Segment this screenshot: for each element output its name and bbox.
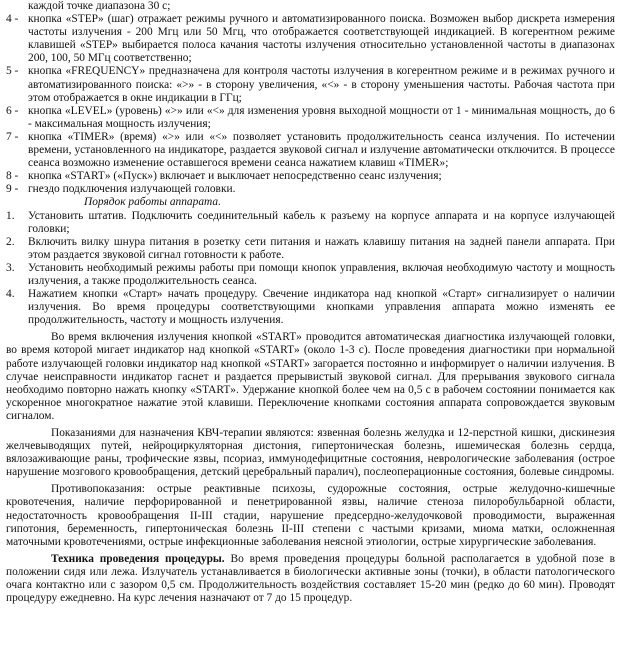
step-text: Установить необходимый режимы работы при помощи кнопок управления, включая необходимую частоту и мощность излучения, а также продолжительность сеанса. bbox=[28, 261, 615, 287]
step-text: Нажатием кнопки «Старт» начать процедуру. Свечение индикатора над кнопкой «Старт» сигнализирует о наличии излучения. Во время процедуры соответствующими кнопками управления аппарата можно изменять ее продолжительность, частоту и мощность излучения. bbox=[28, 288, 615, 327]
item-text: кнопка «START» («Пуск») включает и выключает непосредственно сеанс излучения; bbox=[28, 170, 442, 183]
procedure-steps bbox=[6, 210, 615, 328]
step-number: 1. bbox=[6, 209, 15, 222]
list-item bbox=[6, 210, 615, 236]
step-number: 2. bbox=[6, 235, 15, 248]
indications-paragraph: Показаниями для назначения КВЧ-терапии являются: язвенная болезнь желудка и 12-перстной кишки, дискинезия желчевыводящих путей, нейроциркуляторная дистония, гипертоническая болезнь, ишемическая болезнь сердца, вялозаживающие раны, трофические язвы, псориаз, иммунодефицитные состояния, неврологические заболевания (острое нарушение мозгового кровообращения, детский церебральный паралич), послеоперационные состояния, болевые синдромы. bbox=[6, 427, 615, 479]
top-line: каждой точке диапазона 30 с; bbox=[28, 0, 171, 12]
technique-title: Техника проведения процедуры. bbox=[51, 552, 225, 565]
item-number: 6 - bbox=[6, 104, 19, 117]
item-number: 7 - bbox=[6, 130, 19, 143]
item-number: 4 - bbox=[6, 13, 19, 26]
step-text: Установить штатив. Подключить соединительный кабель к разъему на корпусе аппарата и на корпусе излучающей головки; bbox=[28, 209, 615, 235]
item-text: кнопка «STEP» (шаг) отражает режимы ручного и автоматизированного поиска. Возможен выбор дискрета измерения частоты излучения - 200 Мгц или 50 Мгц, что отображается соответствующей индикацией. В когерентном режиме клавишей «STEP» выбирается полоса качания частоты излучения относительно установленной частоты в диапазонах 200, 100, 50 МГц соответственно; bbox=[28, 13, 615, 65]
item-number: 9 - bbox=[6, 183, 19, 196]
technique-text: Во время проведения процедуры больной располагается в удобной позе в положении сидя или лежа. Излучатель устанавливается в биологически активные зоны (точки), в области патологического очага контактно или с зазором 0,5 см. Продолжительность воздействия составляет 15-20 мин (редко до 60 мин). Проводят процедуру ежедневно. На курс лечения назначают от 7 до 15 процедур. bbox=[6, 552, 615, 605]
procedure-heading: Порядок работы аппарата. bbox=[84, 196, 221, 209]
step-number: 4. bbox=[6, 288, 15, 301]
list-item bbox=[6, 262, 615, 288]
technique-paragraph bbox=[6, 553, 615, 605]
list-item bbox=[6, 65, 615, 104]
list-item bbox=[6, 236, 615, 262]
list-item bbox=[6, 183, 615, 196]
list-item bbox=[6, 170, 615, 183]
item-number: 5 - bbox=[6, 65, 19, 78]
contraindications-paragraph: Противопоказания: острые реактивные психозы, судорожные состояния, острые желудочно-кишечные кровотечения, наличие перфорированной и пенетрированной язвы, наличие стеноза пилоробульбарной области, недостаточность кровообращения II-III стадии, нарушение предсердно-желудочковой проводимости, выраженная гипотония, беременность, гипертоническая болезнь II-III степени с частыми кризами, миома матки, осложненная маточными кровотечениями, острые инфекционные заболевания неясной этиологии, острые хирургические заболевания. bbox=[6, 483, 615, 548]
list-item bbox=[6, 13, 615, 65]
list-item bbox=[6, 105, 615, 131]
step-text: Включить вилку шнура питания в розетку сети питания и нажать клавишу питания на задней панели аппарата. При этом раздается звуковой сигнал готовности к работе. bbox=[28, 235, 615, 261]
step-number: 3. bbox=[6, 261, 15, 274]
item-text: кнопка «TIMER» (время) «>» или «<» позволяет установить продолжительность сеанса излучения. По истечении времени, установленного на индикаторе, раздается звуковой сигнал и излучение автоматически отключится. В процессе сеанса возможно изменение оставшегося времени сеанса нажатием клавиш «TIMER»; bbox=[28, 130, 615, 170]
item-text: кнопка «LEVEL» (уровень) «>» или «<» для изменения уровня выходной мощности от 1 - минимальная мощность, до 6 - максимальная мощность излучения; bbox=[28, 104, 615, 130]
list-item bbox=[6, 288, 615, 327]
diagnostics-paragraph: Во время включения излучения кнопкой «START» проводится автоматическая диагностика излучающей головки, во время которой мигает индикатор над кнопкой «START» (около 1-3 с). После проведения диагностики при нормальной работе излучающей головки индикатор над кнопкой «START» загорается постоянно и информирует о наличии излучения. В случае неисправности индикатор гаснет и раздается прерывистый звуковой сигнал. Для прерывания звукового сигнала необходимо повторно нажать кнопку «START». Удержание кнопкой более чем на 0,5 с в рабочем состоянии понимается как ускоренное многократное нажатие этой клавиши. Переключение кнопками состояния аппарата сопровождается звуковым сигналом. bbox=[6, 331, 615, 422]
item-text: кнопка «FREQUENCY» предназначена для контроля частоты излучения в когерентном режиме и в режимах ручного и автоматизированного поиска: «>» - в сторону увеличения, «<» - в сторону уменьшения частоты. Рабочая частота при этом отображается в окне индикации в ГГц; bbox=[28, 65, 615, 104]
controls-list bbox=[6, 13, 615, 196]
list-item bbox=[6, 131, 615, 170]
item-text: гнездо подключения излучающей головки. bbox=[28, 183, 236, 196]
item-number: 8 - bbox=[6, 170, 19, 183]
